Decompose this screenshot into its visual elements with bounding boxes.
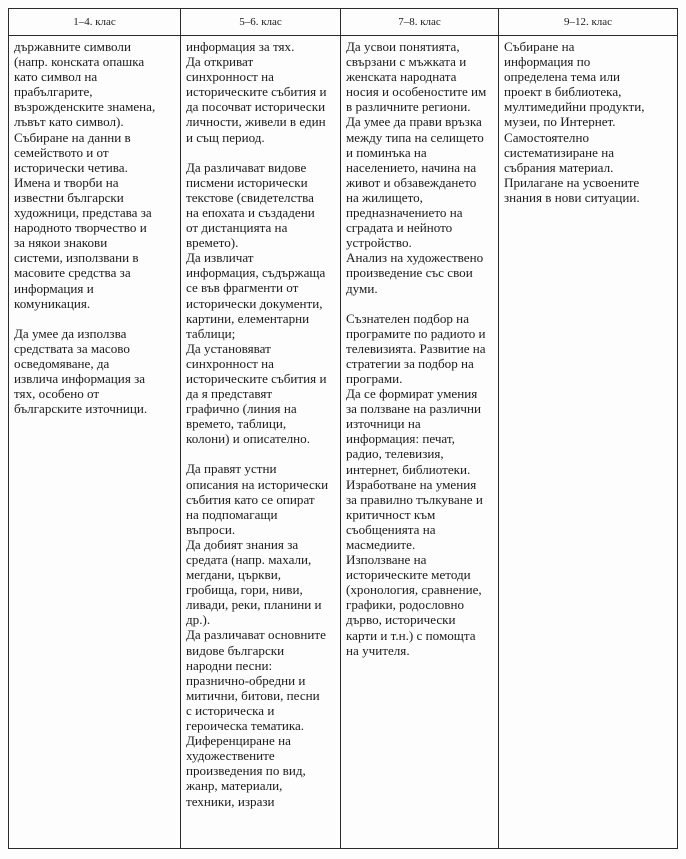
- text-line: Да добият знания за: [186, 536, 299, 552]
- text-line: радио, телевизия,: [346, 446, 444, 462]
- cell-grade-7-8: [341, 36, 499, 849]
- text-line: художници, представа за: [14, 205, 152, 221]
- text-line: видове български: [186, 642, 285, 658]
- text-line: лъвът като символ).: [14, 114, 124, 130]
- text-line: (хронология, сравнение,: [346, 582, 482, 598]
- text-line: живот и обзавеждането: [346, 174, 477, 190]
- header-grade-5-6: 5–6. клас: [181, 9, 341, 36]
- text-line: думи.: [346, 280, 378, 296]
- text-line: жанр, материали,: [186, 778, 283, 794]
- text-line: за правилно тълкуване и: [346, 491, 483, 507]
- text-line: народното творчество и: [14, 220, 147, 236]
- text-line: Да умее да прави връзка: [346, 114, 482, 130]
- text-line: описания на исторически: [186, 476, 329, 492]
- text-line: въпроси.: [186, 521, 236, 537]
- text-line: информация и: [14, 280, 94, 296]
- text-line: за някои знакови: [14, 235, 108, 251]
- text-line: тях, особено от: [14, 386, 100, 402]
- text-line: Да различават видове: [186, 159, 307, 175]
- text-line: графики, родословно: [346, 597, 465, 613]
- text-line: Анализ на художествено: [346, 250, 484, 266]
- text-line: държавните символи: [14, 39, 131, 54]
- text-line: народни песни:: [186, 657, 273, 673]
- text-line: масовите средства за: [14, 265, 131, 281]
- text-line: текстове (свидетелства: [186, 189, 314, 205]
- text-line: карти и т.н.) с помощта: [346, 627, 476, 643]
- text-line: женската народната: [346, 69, 457, 85]
- text-line: писмени исторически: [186, 174, 308, 190]
- header-grade-9-12: 9–12. клас: [499, 9, 678, 36]
- text-line: Самостоятелно: [504, 129, 590, 145]
- text-line: картини, елементарни: [186, 310, 310, 326]
- text-line: информация по: [504, 54, 591, 70]
- text-line: известни български: [14, 189, 124, 205]
- text-line: като символ на: [14, 69, 98, 85]
- text-line: Да различават основните: [186, 627, 326, 643]
- text-line: Съзнателен подбор на: [346, 310, 470, 326]
- cell-grade-5-6: [181, 36, 341, 849]
- text-line: на учителя.: [346, 642, 410, 658]
- text-line: гробища, гори, ниви,: [186, 582, 303, 598]
- curriculum-table: [8, 8, 678, 849]
- text-line: да посочват исторически: [186, 99, 326, 115]
- text-line: дърво, исторически: [346, 612, 456, 628]
- text-line: системи, използвани в: [14, 250, 139, 266]
- text-line: средствата за масово: [14, 340, 130, 356]
- text-line: митични, битови, песни: [186, 687, 320, 703]
- text-line: времето).: [186, 235, 239, 251]
- text-line: определена тема или: [504, 69, 621, 85]
- text-line: исторически четива.: [14, 159, 128, 175]
- text-line: източници на: [346, 416, 421, 432]
- text-line: историческите събития и: [186, 370, 327, 386]
- text-line: предназначението на: [346, 205, 463, 221]
- text-line: Да откриват: [186, 54, 254, 70]
- text-line: Използване на: [346, 552, 427, 568]
- text-line: историческите методи: [346, 567, 471, 583]
- text-line: българските източници.: [14, 401, 148, 417]
- text-line: и поминъка на: [346, 144, 427, 160]
- paragraph-gap: [346, 296, 494, 311]
- text-line: между типа на селището: [346, 129, 484, 145]
- text-line: техники, изрази: [186, 793, 275, 809]
- text-line: ливади, реки, планини и: [186, 597, 322, 613]
- text-line: комуникация.: [14, 295, 91, 311]
- text-line: информация, съдържаща: [186, 265, 326, 281]
- text-line: Събиране на данни в: [14, 129, 131, 145]
- text-line: от дистанцията на: [186, 220, 288, 236]
- paragraph-gap: [186, 145, 336, 160]
- text-line: стратегии за подбор на: [346, 355, 474, 371]
- text-line: на подпомагащи: [186, 506, 278, 522]
- text-line: мултимедийни продукти,: [504, 99, 645, 115]
- text-line: исторически документи,: [186, 295, 323, 311]
- text-line: синхронност на: [186, 69, 274, 85]
- cell-grade-1-4: [9, 36, 181, 849]
- text-line: произведения по вид,: [186, 763, 306, 779]
- text-line: критичност към: [346, 506, 436, 522]
- header-grade-1-4: 1–4. клас: [9, 9, 181, 36]
- text-line: Събиране на: [504, 39, 575, 54]
- text-line: програми.: [346, 370, 403, 386]
- text-line: прабългарите,: [14, 84, 93, 100]
- text-line: графично (линия на: [186, 401, 297, 417]
- text-line: телевизията. Развитие на: [346, 340, 486, 356]
- text-line: Да установяват: [186, 340, 271, 356]
- text-line: интернет, библиотеки.: [346, 461, 471, 477]
- text-line: Да извличат: [186, 250, 254, 266]
- text-line: Изработване на умения: [346, 476, 477, 492]
- text-line: времето, таблици,: [186, 416, 287, 432]
- text-line: (напр. конската опашка: [14, 54, 145, 70]
- text-line: сградата и нейното: [346, 220, 453, 236]
- text-line: Диференциране на: [186, 733, 291, 749]
- text-line: Да се формират умения: [346, 386, 478, 402]
- text-line: носия и особеностите им: [346, 84, 487, 100]
- text-line: осведомяване, да: [14, 355, 110, 371]
- text-line: масмедиите.: [346, 537, 416, 552]
- text-line: Да умее да използва: [14, 325, 127, 341]
- text-line: програмите по радиото и: [346, 325, 486, 341]
- paragraph-gap: [14, 311, 176, 326]
- text-line: средата (напр. махали,: [186, 552, 312, 567]
- paragraph-gap: [186, 446, 336, 461]
- text-line: да я представят: [186, 386, 273, 402]
- text-line: художествените: [186, 748, 275, 764]
- text-line: свързани с мъжката и: [346, 54, 467, 70]
- text-line: съобщенията на: [346, 521, 436, 537]
- text-line: на жилището,: [346, 189, 423, 205]
- text-line: героическа тематика.: [186, 718, 305, 734]
- text-line: таблици;: [186, 325, 236, 341]
- text-line: др.).: [186, 612, 211, 628]
- text-line: систематизиране на: [504, 144, 615, 160]
- text-line: колони) и описателно.: [186, 431, 310, 447]
- text-line: Имена и творби на: [14, 174, 119, 190]
- text-line: възрожденските знамена,: [14, 99, 156, 115]
- text-line: Да правят устни: [186, 461, 277, 477]
- text-line: населението, начина на: [346, 159, 477, 175]
- text-line: информация за тях.: [186, 39, 295, 54]
- text-line: устройство.: [346, 235, 412, 251]
- text-line: събития като се опират: [186, 491, 315, 507]
- text-line: синхронност на: [186, 355, 274, 371]
- text-line: мегдани, църкви,: [186, 567, 281, 583]
- text-line: проект в библиотека,: [504, 84, 622, 100]
- text-line: Да усвои понятията,: [346, 39, 460, 54]
- text-line: историческите събития и: [186, 84, 327, 100]
- text-line: се във фрагменти от: [186, 280, 299, 296]
- text-line: Прилагане на усвоените: [504, 174, 640, 190]
- text-line: семейството и от: [14, 144, 109, 160]
- text-line: за ползване на различни: [346, 401, 482, 417]
- content-row: [9, 36, 678, 849]
- text-line: с историческа и: [186, 702, 275, 718]
- text-line: и същ период.: [186, 129, 265, 145]
- text-line: извлича информация за: [14, 370, 146, 386]
- text-line: знания в нови ситуации.: [504, 189, 640, 205]
- header-grade-7-8: 7–8. клас: [341, 9, 499, 36]
- text-line: личности, живели в един: [186, 114, 326, 130]
- header-row: [9, 9, 678, 36]
- text-line: събрания материал.: [504, 159, 614, 175]
- text-line: музеи, по Интернет.: [504, 114, 616, 130]
- text-line: в различните региони.: [346, 99, 471, 115]
- text-line: на епохата и създадени: [186, 204, 315, 220]
- cell-grade-9-12: [499, 36, 678, 849]
- text-line: празнично-обредни и: [186, 672, 306, 688]
- text-line: информация: печат,: [346, 431, 455, 447]
- text-line: произведение със свои: [346, 265, 473, 281]
